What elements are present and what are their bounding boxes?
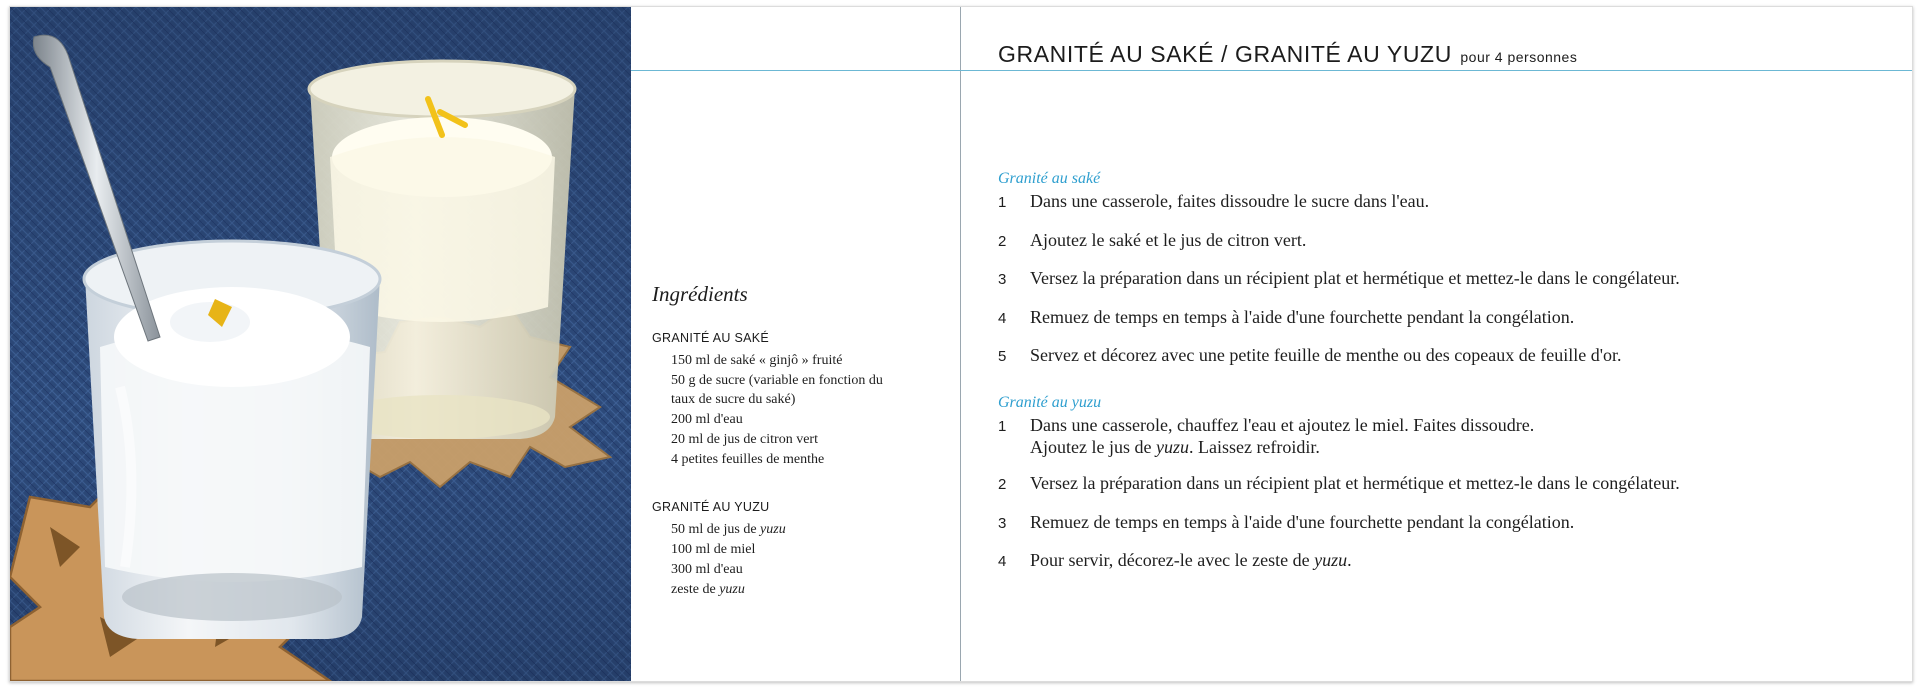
ingredients-yuzu-title: GRANITÉ AU YUZU <box>652 500 770 514</box>
step-text <box>1030 549 1878 573</box>
step-text: Servez et décorez avec une petite feuille de menthe ou des copeaux de feuille d'or. <box>1030 345 1622 365</box>
page-fold-divider <box>960 7 961 681</box>
step-line: . <box>1347 550 1352 570</box>
ingredients-panel <box>652 282 952 600</box>
step-item <box>998 229 1878 253</box>
sake-steps-title: Granité au saké <box>998 170 1101 187</box>
recipe-title <box>998 41 1577 68</box>
step-number: 3 <box>998 514 1007 532</box>
step-line: Ajoutez le jus de <box>1030 436 1152 457</box>
step-item <box>998 344 1878 368</box>
step-line: Dans une casserole, chauffez l'eau et ajoutez le miel. Faites dissoudre. <box>1030 414 1535 435</box>
ingredient-item: 150 ml de saké « ginjô » fruité <box>671 353 843 368</box>
ingredient-item: 200 ml d'eau <box>671 412 743 427</box>
step-number: 2 <box>998 476 1007 493</box>
step-text: Dans une casserole, faites dissoudre le sucre dans l'eau. <box>1030 191 1430 211</box>
ingredient-text: 50 ml de jus de <box>671 522 757 537</box>
ingredient-text: zeste de <box>671 582 716 597</box>
step-number: 4 <box>998 309 1007 327</box>
step-item <box>998 472 1878 496</box>
step-line: Pour servir, décorez-le avec le zeste de <box>1030 550 1310 570</box>
step-item <box>998 190 1878 214</box>
ingredient-italic: yuzu <box>760 522 786 537</box>
step-number: 5 <box>998 348 1007 365</box>
step-italic: yuzu <box>1314 550 1348 570</box>
ingredient-item <box>671 580 952 599</box>
step-italic: yuzu <box>1155 436 1189 457</box>
instructions <box>998 169 1878 588</box>
step-line: . Laissez refroidir. <box>1188 436 1320 457</box>
ingredients-yuzu-list <box>652 520 952 599</box>
step-item <box>998 511 1878 535</box>
ingredients-sake-list <box>652 351 952 469</box>
ingredient-item: 20 ml de jus de citron vert <box>671 432 818 447</box>
step-number: 1 <box>998 417 1007 435</box>
sake-glass <box>84 241 380 639</box>
ingredient-item: 100 ml de miel <box>671 542 756 557</box>
title-rule <box>631 70 1912 71</box>
ingredient-item <box>671 520 952 539</box>
step-item <box>998 549 1878 573</box>
yuzu-steps-title: Granité au yuzu <box>998 393 1102 411</box>
step-number: 2 <box>998 232 1007 250</box>
step-number: 1 <box>998 194 1007 211</box>
step-text: Versez la préparation dans un récipient plat et hermétique et mettez-le dans le congélateur. <box>1030 268 1680 288</box>
step-text: Versez la préparation dans un récipient plat et hermétique et mettez-le dans le congélateur. <box>1030 473 1680 493</box>
step-text: Ajoutez le saké et le jus de citron vert. <box>1030 229 1307 250</box>
granita-photo <box>10 7 631 681</box>
step-number: 4 <box>998 553 1007 570</box>
recipe-title-main: GRANITÉ AU SAKÉ / GRANITÉ AU YUZU <box>998 41 1452 67</box>
ingredients-sake-title: GRANITÉ AU SAKÉ <box>652 331 770 345</box>
ingredient-item: 4 petites feuilles de menthe <box>671 452 825 467</box>
granita-glasses-illustration <box>10 7 631 681</box>
step-text <box>1030 414 1878 458</box>
step-item <box>998 306 1878 330</box>
recipe-servings: pour 4 personnes <box>1460 49 1578 65</box>
ingredient-item: 50 g de sucre (variable en fonction du taux de sucre du saké) <box>671 373 883 407</box>
step-number: 3 <box>998 271 1007 288</box>
ingredient-italic: yuzu <box>719 582 745 597</box>
step-item <box>998 267 1878 291</box>
ingredient-item: 300 ml d'eau <box>671 562 743 577</box>
ingredients-heading: Ingrédients <box>652 282 748 306</box>
step-text: Remuez de temps en temps à l'aide d'une fourchette pendant la congélation. <box>1030 306 1575 327</box>
step-item <box>998 414 1878 458</box>
book-spread <box>9 6 1913 682</box>
step-text: Remuez de temps en temps à l'aide d'une fourchette pendant la congélation. <box>1030 511 1575 532</box>
